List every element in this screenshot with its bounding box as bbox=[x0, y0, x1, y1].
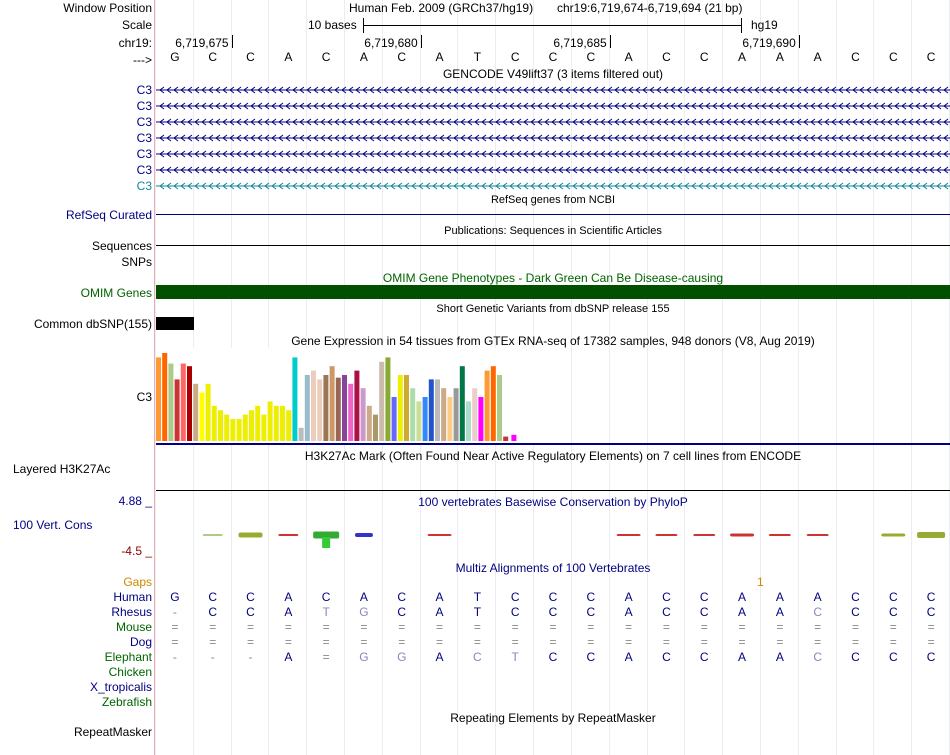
gtex-bar[interactable] bbox=[404, 375, 409, 441]
ruler-tick-label: 6,719,690 bbox=[742, 36, 796, 50]
alignment-base: = bbox=[587, 620, 595, 634]
gtex-bar[interactable] bbox=[348, 384, 353, 441]
gtex-bar[interactable] bbox=[280, 406, 285, 441]
alignment-base: G bbox=[359, 650, 369, 664]
multiz-title[interactable]: Multiz Alignments of 100 Vertebrates bbox=[455, 561, 651, 575]
gtex-bar[interactable] bbox=[305, 375, 310, 441]
alignment-base: - bbox=[172, 650, 177, 664]
alignment-base: A bbox=[284, 650, 293, 664]
gtex-bar[interactable] bbox=[299, 428, 304, 441]
alignment-base: = bbox=[889, 635, 897, 649]
alignment-base: = bbox=[511, 620, 519, 634]
alignment-base: C bbox=[851, 605, 860, 619]
conservation-mark[interactable] bbox=[322, 537, 330, 548]
alignment-base: = bbox=[322, 650, 330, 664]
gtex-bar[interactable] bbox=[268, 401, 273, 441]
gtex-bar[interactable] bbox=[441, 388, 446, 441]
gtex-bar[interactable] bbox=[435, 379, 440, 441]
conservation-min-label: -4.5 _ bbox=[121, 544, 152, 558]
conservation-logo[interactable] bbox=[203, 532, 945, 549]
species-label[interactable]: Rhesus bbox=[111, 605, 152, 619]
gtex-bar[interactable] bbox=[385, 357, 390, 441]
conservation-mark[interactable] bbox=[655, 534, 677, 536]
base: C bbox=[662, 50, 671, 64]
alignment-base: A bbox=[775, 650, 784, 664]
scale-label: Scale bbox=[121, 18, 152, 32]
alignment-base: C bbox=[208, 590, 218, 604]
conservation-mark[interactable] bbox=[807, 534, 829, 536]
sequences-label[interactable]: Sequences bbox=[91, 239, 152, 253]
alignment-base: = bbox=[662, 635, 670, 649]
alignment-base: A bbox=[775, 605, 784, 619]
alignment-base: C bbox=[586, 605, 596, 619]
conservation-mark[interactable] bbox=[769, 534, 791, 536]
ruler-tick-label: 6,719,675 bbox=[175, 36, 229, 50]
alignment-base: - bbox=[210, 650, 215, 664]
gtex-bar[interactable] bbox=[237, 419, 242, 441]
alignment-base: A bbox=[624, 590, 633, 604]
alignment-base: A bbox=[624, 605, 633, 619]
alignment-base: C bbox=[548, 590, 558, 604]
alignment-base: T bbox=[322, 605, 330, 619]
alignment-base: T bbox=[473, 605, 482, 619]
alignment-base: - bbox=[248, 650, 253, 664]
gtex-bar[interactable] bbox=[361, 388, 366, 441]
alignment-base: = bbox=[284, 635, 292, 649]
alignment-base: A bbox=[284, 605, 293, 619]
alignment-base: = bbox=[700, 635, 708, 649]
gtex-bar[interactable] bbox=[416, 401, 421, 441]
alignment-base: = bbox=[247, 620, 255, 634]
alignment-base: = bbox=[398, 635, 406, 649]
gtex-bar[interactable] bbox=[429, 379, 434, 441]
species-label[interactable]: Elephant bbox=[104, 650, 152, 664]
ruler-tick-label: 6,719,685 bbox=[553, 36, 607, 50]
base: A bbox=[813, 50, 822, 64]
alignment-base: = bbox=[662, 620, 670, 634]
omim-title[interactable]: OMIM Gene Phenotypes - Dark Green Can Be Disease-causing bbox=[382, 271, 724, 285]
alignment-base: A bbox=[738, 605, 747, 619]
dbsnp-label[interactable]: Common dbSNP(155) bbox=[33, 317, 152, 331]
window-position-label: Window Position bbox=[63, 1, 152, 15]
position-readout[interactable]: chr19:6,719,674-6,719,694 (21 bp) bbox=[557, 1, 743, 15]
conservation-mark[interactable] bbox=[278, 534, 298, 536]
conservation-mark[interactable] bbox=[428, 534, 452, 536]
conservation-title[interactable]: 100 vertebrates Basewise Conservation by PhyloP bbox=[418, 495, 688, 509]
gtex-bar[interactable] bbox=[168, 364, 173, 441]
alignment-base: A bbox=[284, 590, 293, 604]
alignment-base: C bbox=[699, 650, 709, 664]
species-label[interactable]: X_tropicalis bbox=[89, 680, 152, 694]
alignment-base: = bbox=[625, 635, 633, 649]
gtex-bar[interactable] bbox=[162, 353, 167, 441]
omim-label[interactable]: OMIM Genes bbox=[80, 286, 152, 300]
alignment-base: C bbox=[662, 605, 671, 619]
gtex-bar[interactable] bbox=[423, 397, 428, 441]
h3k27ac-label[interactable]: Layered H3K27Ac bbox=[13, 462, 111, 476]
gencode-transcript-label[interactable]: C3 bbox=[136, 83, 152, 97]
alignment-base: C bbox=[586, 590, 596, 604]
refseq-label[interactable]: RefSeq Curated bbox=[65, 208, 152, 222]
gtex-bar[interactable] bbox=[398, 375, 403, 441]
alignment-base: C bbox=[813, 650, 822, 664]
gtex-bar[interactable] bbox=[330, 366, 335, 441]
alignment-base: A bbox=[435, 650, 444, 664]
alignment-base: C bbox=[888, 590, 898, 604]
conservation-mark[interactable] bbox=[239, 533, 263, 538]
repeatmasker-title[interactable]: Repeating Elements by RepeatMasker bbox=[450, 711, 656, 725]
alignment-base: C bbox=[510, 605, 520, 619]
alignment-base: = bbox=[927, 620, 935, 634]
alignment-base: A bbox=[624, 650, 633, 664]
alignment-base: C bbox=[510, 590, 520, 604]
alignment-base: C bbox=[548, 650, 558, 664]
gtex-bar[interactable] bbox=[454, 388, 459, 441]
gtex-bar[interactable] bbox=[199, 393, 204, 441]
gtex-bar[interactable] bbox=[511, 435, 516, 441]
alignment-base: = bbox=[511, 635, 519, 649]
alignment-base: C bbox=[586, 650, 596, 664]
alignment-base: C bbox=[662, 590, 671, 604]
gtex-bar[interactable] bbox=[206, 384, 211, 441]
snps-label[interactable]: SNPs bbox=[121, 255, 152, 269]
gtex-bar[interactable] bbox=[261, 415, 266, 441]
alignment-base: C bbox=[321, 590, 331, 604]
alignment-base: = bbox=[889, 620, 897, 634]
base: C bbox=[246, 50, 255, 64]
publications-title[interactable]: Publications: Sequences in Scientific Articles bbox=[444, 225, 662, 237]
gtex-bar[interactable] bbox=[472, 388, 477, 441]
alignment-base: T bbox=[473, 590, 482, 604]
gtex-bar[interactable] bbox=[187, 366, 192, 441]
repeatmasker-label[interactable]: RepeatMasker bbox=[73, 725, 152, 739]
alignment-base: C bbox=[888, 650, 898, 664]
conservation-mark[interactable] bbox=[203, 534, 223, 536]
alignment-base: = bbox=[587, 635, 595, 649]
alignment-base: = bbox=[284, 620, 292, 634]
gtex-bar[interactable] bbox=[292, 357, 297, 441]
species-label[interactable]: Dog bbox=[129, 635, 152, 649]
alignment-base: C bbox=[246, 605, 255, 619]
base: C bbox=[397, 50, 407, 64]
gencode-transcript-label[interactable]: C3 bbox=[136, 99, 152, 113]
gtex-bar[interactable] bbox=[379, 362, 384, 441]
alignment-base: C bbox=[888, 605, 898, 619]
base: C bbox=[888, 50, 898, 64]
alignment-base: C bbox=[246, 590, 255, 604]
gtex-bar[interactable] bbox=[255, 406, 260, 441]
base: C bbox=[851, 50, 860, 64]
alignment-base: = bbox=[171, 620, 179, 634]
gencode-transcript-label[interactable]: C3 bbox=[136, 147, 152, 161]
alignment-base: A bbox=[435, 590, 444, 604]
alignment-base: = bbox=[436, 635, 444, 649]
base: C bbox=[586, 50, 596, 64]
alignment-base: C bbox=[926, 590, 936, 604]
base: C bbox=[699, 50, 709, 64]
gtex-bar[interactable] bbox=[181, 364, 186, 441]
alignment-base: - bbox=[172, 605, 177, 619]
conservation-mark[interactable] bbox=[355, 533, 373, 537]
alignment-base: = bbox=[927, 635, 935, 649]
alignment-base: C bbox=[662, 650, 671, 664]
gencode-transcript-label[interactable]: C3 bbox=[136, 163, 152, 177]
gaps-count: 1 bbox=[757, 575, 764, 589]
base: C bbox=[321, 50, 331, 64]
alignment-base: C bbox=[397, 590, 407, 604]
alignment-base: = bbox=[209, 620, 217, 634]
assembly-title[interactable]: Human Feb. 2009 (GRCh37/hg19) bbox=[349, 1, 534, 15]
gtex-bar[interactable] bbox=[249, 410, 254, 441]
alignment-base: C bbox=[699, 605, 709, 619]
alignment-base: T bbox=[511, 650, 519, 664]
conservation-mark[interactable] bbox=[917, 532, 945, 538]
species-label[interactable]: Chicken bbox=[108, 665, 152, 679]
alignment-base: = bbox=[625, 620, 633, 634]
refseq-title[interactable]: RefSeq genes from NCBI bbox=[490, 194, 616, 206]
strand-arrow-label: ---> bbox=[133, 53, 152, 67]
alignment-base: = bbox=[398, 620, 406, 634]
conservation-mark[interactable] bbox=[617, 534, 641, 536]
base: C bbox=[510, 50, 520, 64]
gtex-bar[interactable] bbox=[373, 415, 378, 441]
conservation-mark[interactable] bbox=[881, 534, 905, 537]
alignment-base: = bbox=[473, 620, 481, 634]
gtex-bar[interactable] bbox=[354, 371, 359, 441]
alignment-base: = bbox=[776, 620, 784, 634]
gtex-bar[interactable] bbox=[230, 419, 235, 441]
alignment-base: A bbox=[435, 605, 444, 619]
alignment-base: = bbox=[851, 620, 859, 634]
alignment-base: = bbox=[776, 635, 784, 649]
gtex-bar[interactable] bbox=[193, 384, 198, 441]
alignment-base: C bbox=[699, 590, 709, 604]
base: A bbox=[435, 50, 444, 64]
alignment-base: = bbox=[814, 620, 822, 634]
species-label[interactable]: Human bbox=[113, 590, 152, 604]
gtex-bar[interactable] bbox=[503, 437, 508, 441]
alignment-base: A bbox=[813, 590, 822, 604]
gtex-bar[interactable] bbox=[323, 375, 328, 441]
base: C bbox=[208, 50, 218, 64]
alignment-base: G bbox=[359, 605, 369, 619]
alignment-base: A bbox=[775, 590, 784, 604]
gtex-bar[interactable] bbox=[243, 415, 248, 441]
alignment-base: = bbox=[171, 635, 179, 649]
base: A bbox=[624, 50, 633, 64]
base: G bbox=[170, 50, 180, 64]
alignment-base: = bbox=[436, 620, 444, 634]
alignment-base: C bbox=[851, 590, 860, 604]
alignment-base: = bbox=[738, 620, 746, 634]
conservation-max-label: 4.88 _ bbox=[118, 494, 152, 508]
base: A bbox=[284, 50, 293, 64]
gtex-bar[interactable] bbox=[478, 397, 483, 441]
alignment-base: A bbox=[738, 590, 747, 604]
gtex-bar[interactable] bbox=[491, 366, 496, 441]
gtex-bar[interactable] bbox=[336, 378, 341, 441]
alignment-base: C bbox=[208, 605, 218, 619]
gtex-bar[interactable] bbox=[460, 366, 465, 441]
gtex-bar[interactable] bbox=[156, 357, 161, 441]
gtex-bar[interactable] bbox=[447, 397, 452, 441]
gtex-bar[interactable] bbox=[497, 375, 502, 441]
conservation-label[interactable]: 100 Vert. Cons bbox=[13, 518, 93, 532]
gtex-bar[interactable] bbox=[224, 415, 229, 441]
base: A bbox=[738, 50, 747, 64]
alignment-base: = bbox=[209, 635, 217, 649]
ruler-tick-label: 6,719,680 bbox=[364, 36, 418, 50]
conservation-mark[interactable] bbox=[693, 534, 715, 536]
alignment-base: = bbox=[247, 635, 255, 649]
gtex-label[interactable]: C3 bbox=[136, 390, 152, 404]
alignment-base: = bbox=[814, 635, 822, 649]
gtex-bar[interactable] bbox=[367, 406, 372, 441]
alignment-base: = bbox=[851, 635, 859, 649]
alignment-base: C bbox=[926, 605, 936, 619]
gtex-bar[interactable] bbox=[317, 379, 322, 441]
alignment-base: C bbox=[926, 650, 936, 664]
gencode-transcript-label[interactable]: C3 bbox=[136, 131, 152, 145]
gtex-bar[interactable] bbox=[274, 406, 279, 441]
gtex-bar[interactable] bbox=[466, 401, 471, 441]
alignment-base: = bbox=[360, 620, 368, 634]
conservation-mark[interactable] bbox=[730, 534, 754, 537]
alignment-base: = bbox=[473, 635, 481, 649]
alignment-base: G bbox=[397, 650, 407, 664]
alignment-base: A bbox=[359, 590, 368, 604]
db-label: hg19 bbox=[751, 18, 778, 32]
gtex-bar[interactable] bbox=[175, 379, 180, 441]
gaps-label: Gaps bbox=[123, 575, 152, 589]
base: C bbox=[926, 50, 936, 64]
alignment-base: = bbox=[322, 635, 330, 649]
species-label[interactable]: Mouse bbox=[115, 620, 152, 634]
alignment-base: = bbox=[700, 620, 708, 634]
alignment-base: = bbox=[322, 620, 330, 634]
gtex-bar[interactable] bbox=[342, 375, 347, 441]
alignment-base: = bbox=[549, 620, 557, 634]
alignment-base: C bbox=[473, 650, 482, 664]
gtex-bar[interactable] bbox=[212, 406, 217, 441]
alignment-base: = bbox=[738, 635, 746, 649]
gtex-bar[interactable] bbox=[392, 397, 397, 441]
gtex-bar[interactable] bbox=[218, 410, 223, 441]
gtex-bar[interactable] bbox=[286, 410, 291, 441]
base: A bbox=[775, 50, 784, 64]
gencode-transcript-label[interactable]: C3 bbox=[136, 115, 152, 129]
gtex-title[interactable]: Gene Expression in 54 tissues from GTEx RNA-seq of 17382 samples, 948 donors (V8, Aug 2019) bbox=[291, 334, 815, 348]
alignment-base: C bbox=[548, 605, 558, 619]
gencode-transcripts[interactable] bbox=[156, 87, 950, 189]
alignment-base: C bbox=[397, 605, 407, 619]
chrom-label: chr19: bbox=[118, 36, 152, 50]
base: T bbox=[473, 50, 482, 64]
alignment-base: G bbox=[170, 590, 180, 604]
alignment-base: C bbox=[851, 650, 860, 664]
alignment-base: A bbox=[738, 650, 747, 664]
dbsnp-title[interactable]: Short Genetic Variants from dbSNP release 155 bbox=[436, 303, 670, 315]
gtex-bar[interactable] bbox=[410, 388, 415, 441]
alignment-base: C bbox=[813, 605, 822, 619]
h3k27ac-title[interactable]: H3K27Ac Mark (Often Found Near Active Regulatory Elements) on 7 cell lines from ENCODE bbox=[304, 449, 802, 463]
gencode-transcript-label[interactable]: C3 bbox=[136, 179, 152, 193]
base: A bbox=[359, 50, 368, 64]
gencode-title[interactable]: GENCODE V49lift37 (3 items filtered out) bbox=[442, 67, 664, 81]
alignment-base: = bbox=[360, 635, 368, 649]
gtex-bar[interactable] bbox=[485, 371, 490, 441]
gtex-bar[interactable] bbox=[311, 371, 316, 441]
scale-text: 10 bases bbox=[308, 18, 357, 32]
base: C bbox=[548, 50, 558, 64]
alignment-base: = bbox=[549, 635, 557, 649]
species-label[interactable]: Zebrafish bbox=[101, 695, 152, 709]
